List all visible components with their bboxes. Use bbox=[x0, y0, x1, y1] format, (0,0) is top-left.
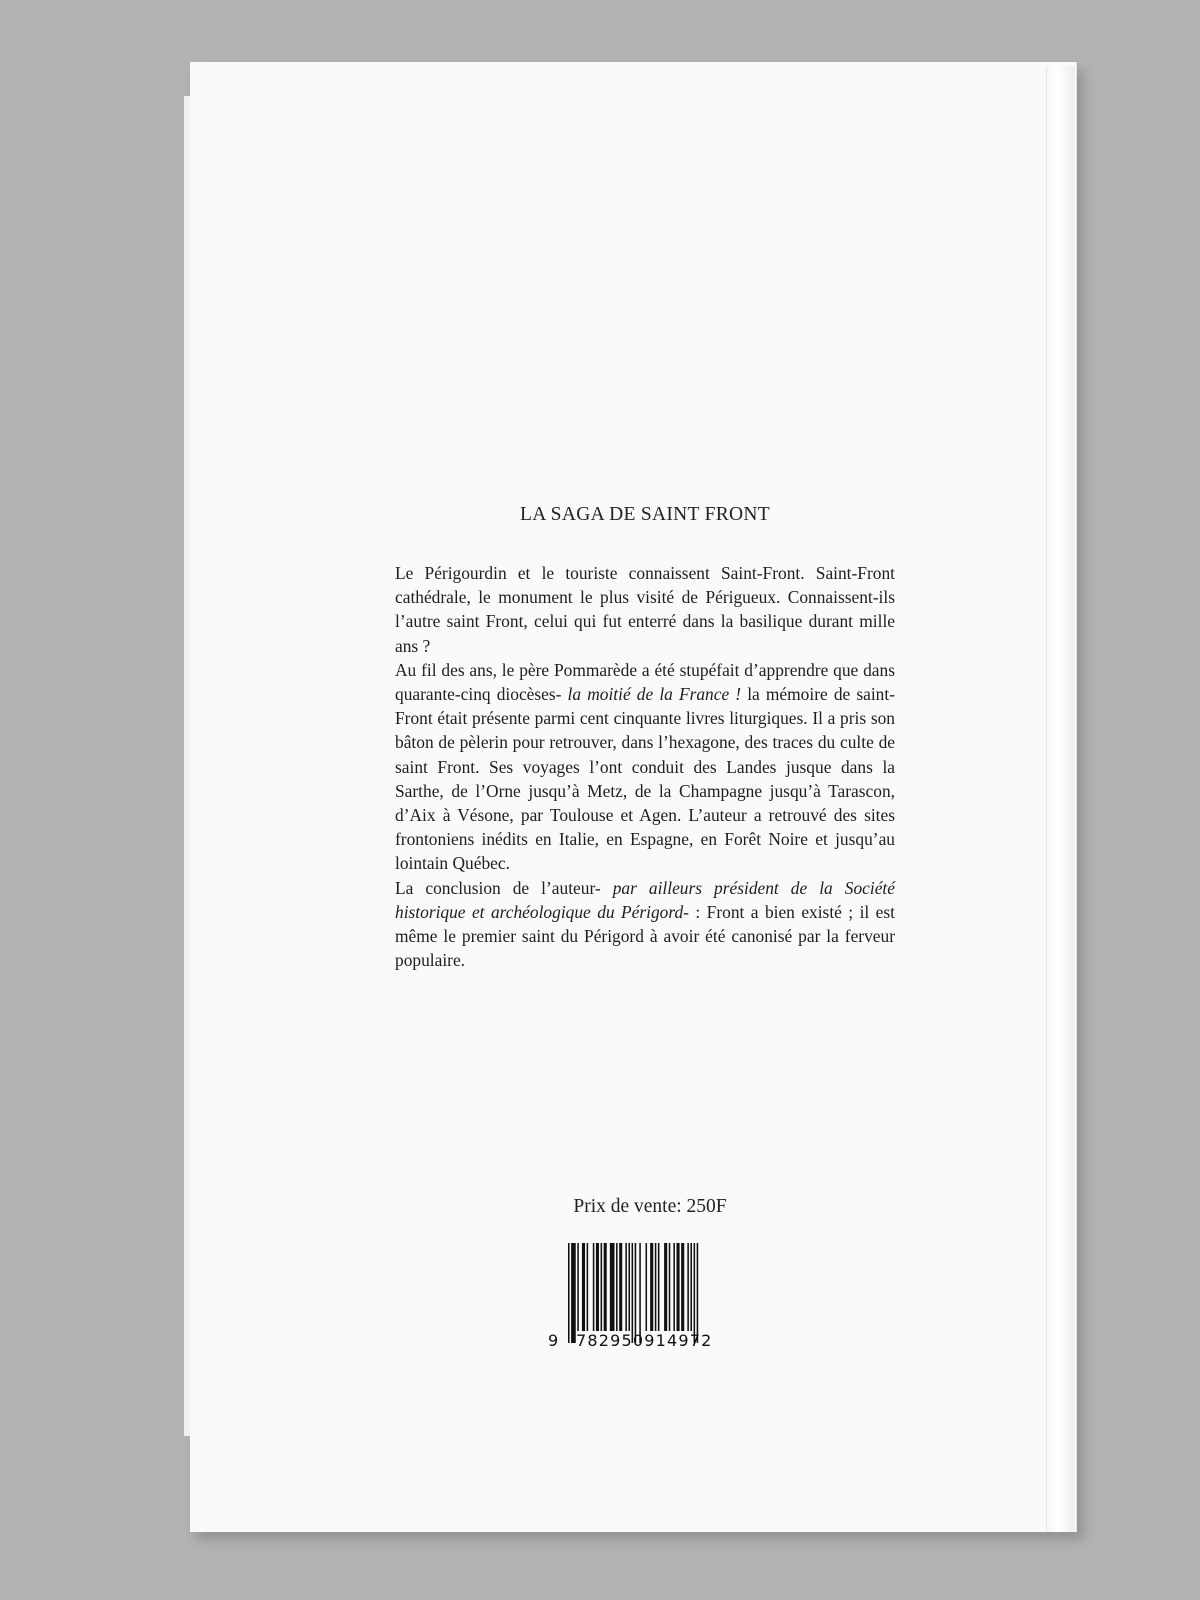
barcode-bar bbox=[616, 1243, 618, 1331]
barcode-bar bbox=[632, 1243, 634, 1343]
barcode-bar bbox=[577, 1243, 579, 1331]
blurb-paragraph-2-text-a: Au fil des ans, le père Pommarède a été stupéfait d’apprendre que dans quarante-cinq diocèses- bbox=[395, 659, 895, 705]
barcode-bar bbox=[694, 1243, 696, 1343]
barcode-bar bbox=[669, 1243, 671, 1331]
barcode-bar bbox=[697, 1243, 699, 1343]
barcode-bar bbox=[650, 1243, 653, 1331]
barcode-bar bbox=[601, 1243, 603, 1331]
barcode-bar bbox=[664, 1243, 667, 1331]
blurb-paragraph-2-italic: la moitié de la France ! bbox=[567, 684, 742, 705]
barcode-bar bbox=[687, 1243, 689, 1331]
barcode-bar bbox=[596, 1243, 599, 1331]
barcode-bar bbox=[593, 1243, 595, 1331]
barcode-bar bbox=[625, 1243, 627, 1331]
blurb-paragraph-3-italic: par ailleurs président de la Société historique et archéologique du Périgord- bbox=[395, 877, 895, 922]
barcode-bar bbox=[619, 1243, 622, 1331]
barcode-bar bbox=[604, 1243, 607, 1331]
blurb-paragraph-1: Le Périgourdin et le touriste connaissent Saint-Front. Saint-Front cathédrale, le monument le plus visité de Périgueux. Connaissent-ils l’autre saint Front, celui qui fut enterré dans la basilique durant mille ans ? bbox=[395, 563, 895, 656]
barcode-bar bbox=[655, 1243, 657, 1331]
blurb-paragraph-2 bbox=[395, 658, 895, 876]
barcode-bar bbox=[582, 1243, 585, 1331]
barcode-bar bbox=[568, 1243, 570, 1343]
barcode-bars bbox=[568, 1243, 748, 1343]
barcode-bar bbox=[587, 1243, 589, 1331]
barcode-bar bbox=[646, 1243, 648, 1331]
barcode-bar bbox=[628, 1243, 630, 1331]
barcode-bar bbox=[635, 1243, 637, 1343]
blurb-paragraph-3 bbox=[395, 876, 895, 973]
barcode-bar bbox=[673, 1243, 675, 1331]
barcode-number: 782950914972 bbox=[576, 1331, 713, 1350]
barcode-bar bbox=[610, 1243, 615, 1331]
barcode-bar bbox=[571, 1243, 576, 1343]
barcode-bar bbox=[677, 1243, 680, 1331]
barcode-bar bbox=[639, 1243, 641, 1343]
barcode-bar bbox=[690, 1243, 692, 1331]
book-title: LA SAGA DE SAINT FRONT bbox=[519, 504, 771, 525]
book-spine-edge bbox=[1046, 66, 1075, 1532]
blurb-paragraph-3-text-b: : Front a bien existé ; il est même le premier saint du Périgord à avoir été canonisé par la ferveur populaire. bbox=[395, 901, 895, 971]
price-label: Prix de vente: 250F bbox=[573, 1196, 727, 1217]
blurb-paragraph-3-text-a: La conclusion de l’auteur- bbox=[395, 877, 613, 898]
barcode-bar bbox=[658, 1243, 660, 1331]
isbn-barcode bbox=[548, 1243, 750, 1348]
barcode-bar bbox=[681, 1243, 684, 1331]
book-blurb bbox=[395, 561, 895, 972]
barcode-first-digit: 9 bbox=[548, 1331, 559, 1350]
blurb-paragraph-2-text-b: la mémoire de saint-Front était présente parmi cent cinquante livres liturgiques. Il a pris son bâton de pèlerin pour retrouver, dans l’hexagone, des traces du culte de saint Front. Ses voyages l’ont conduit des Landes jusque dans la Sarthe, de l’Orne jusqu’à Metz, de la Champagne jusqu’à Tarascon, d’Aix à Vésone, par Toulouse et Agen. L’auteur a retrouvé des sites frontoniens inédits en Italie, en Espagne, en Forêt Noire et jusqu’au lointain Québec. bbox=[395, 684, 896, 874]
